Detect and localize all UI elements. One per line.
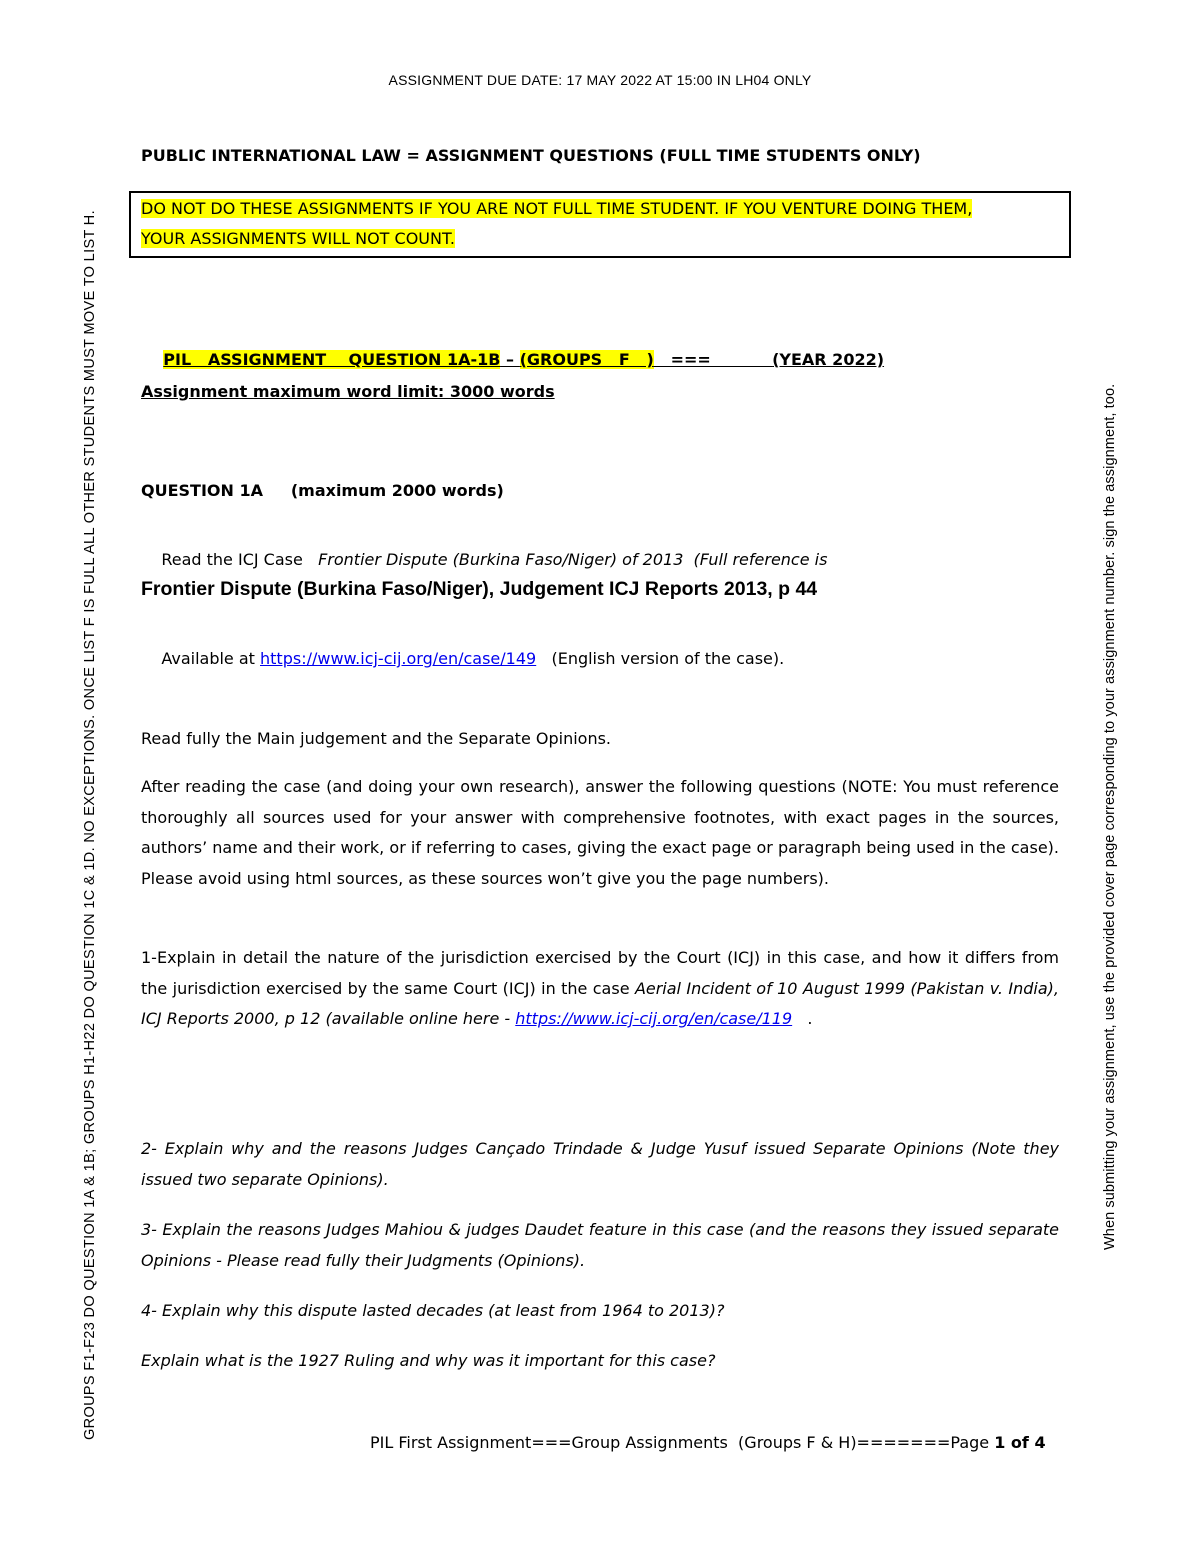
read-case-title: Frontier Dispute (Burkina Faso/Niger) of 2013 (Full reference is: [318, 550, 828, 569]
left-margin-note: GROUPS F1-F23 DO QUESTION 1A & 1B; GROUPS H1-H22 DO QUESTION 1C & 1D. NO EXCEPTIONS. ONCE LIST F IS FULL ALL OTHER STUDENTS MUST MOVE TO LIST H.: [82, 210, 98, 1440]
warning-text-2: YOUR ASSIGNMENTS WILL NOT COUNT.: [141, 229, 455, 248]
case-149-link[interactable]: https://www.icj-cij.org/en/case/149: [260, 649, 537, 668]
available-suffix: (English version of the case).: [536, 649, 785, 668]
due-date-header: ASSIGNMENT DUE DATE: 17 MAY 2022 AT 15:00 IN LH04 ONLY: [388, 72, 812, 88]
question-1-end: .: [792, 1009, 813, 1028]
footer-total-pages: 4: [1034, 1433, 1046, 1452]
case-119-link[interactable]: https://www.icj-cij.org/en/case/119: [515, 1009, 793, 1028]
question-1-case: Aerial Incident of 10 August 1999 (Pakistan v. India), ICJ Reports 2000, p 12 (available online here -: [141, 978, 1059, 1028]
available-prefix: Available at: [161, 649, 261, 668]
question-5-line: Explain what is the 1927 Ruling and why was it important for this case?: [141, 1351, 716, 1370]
question-1a-heading: QUESTION 1A (maximum 2000 words): [141, 481, 504, 500]
assignment-equals: ===: [653, 350, 773, 369]
question-1-paragraph: [141, 943, 1059, 1035]
assignment-question-label: PIL ASSIGNMENT QUESTION 1A-1B: [163, 350, 501, 369]
warning-line-1: [141, 199, 972, 218]
footer-of: of: [1005, 1433, 1035, 1452]
read-case-prefix: Read the ICJ Case: [161, 550, 319, 569]
document-title: PUBLIC INTERNATIONAL LAW = ASSIGNMENT QUESTIONS (FULL TIME STUDENTS ONLY): [141, 146, 921, 165]
footer-prefix: PIL First Assignment===Group Assignments (Groups F & H)=======Page: [370, 1433, 995, 1452]
assignment-heading: [141, 331, 884, 388]
question-1-text: 1-Explain in detail the nature of the jurisdiction exercised by the Court (ICJ) in this case, and how it differs from the jurisdiction exercised by the same Court (ICJ) in the case: [141, 948, 1059, 998]
assignment-dash: –: [500, 350, 520, 369]
footer-page-number: 1: [994, 1433, 1006, 1452]
question-4-line: 4- Explain why this dispute lasted decades (at least from 1964 to 2013)?: [141, 1301, 725, 1320]
word-limit: Assignment maximum word limit: 3000 words: [141, 382, 555, 401]
warning-text-1: DO NOT DO THESE ASSIGNMENTS IF YOU ARE NOT FULL TIME STUDENT. IF YOU VENTURE DOING THEM,: [141, 199, 973, 218]
full-reference: Frontier Dispute (Burkina Faso/Niger), Judgement ICJ Reports 2013, p 44: [141, 578, 818, 600]
assignment-year: (YEAR 2022): [772, 350, 885, 369]
assignment-groups-label: (GROUPS F ): [519, 350, 654, 369]
page-footer: [370, 1433, 1046, 1452]
question-3-paragraph: 3- Explain the reasons Judges Mahiou & judges Daudet feature in this case (and the reasons they issued separate Opinions - Please read fully their Judgments (Opinions).: [141, 1220, 1059, 1270]
warning-line-2: [141, 229, 455, 248]
read-fully-line: Read fully the Main judgement and the Separate Opinions.: [141, 729, 612, 748]
available-line: [141, 630, 784, 687]
question-2-paragraph: 2- Explain why and the reasons Judges Cançado Trindade & Judge Yusuf issued Separate Opinions (Note they issued two separate Opinions).: [141, 1139, 1059, 1189]
right-margin-note: When submitting your assignment, use the provided cover page corresponding to your assignment number. sign the assignment, too.: [1102, 383, 1118, 1250]
instructions-paragraph: After reading the case (and doing your own research), answer the following questions (NOTE: You must reference thoroughly all sources used for your answer with comprehensive footnotes, with exact pages in the sources, authors’ name and their work, or if referring to cases, giving the exact page or paragraph being used in the case). Please avoid using html sources, as these sources won’t give you the page numbers).: [141, 777, 1059, 888]
